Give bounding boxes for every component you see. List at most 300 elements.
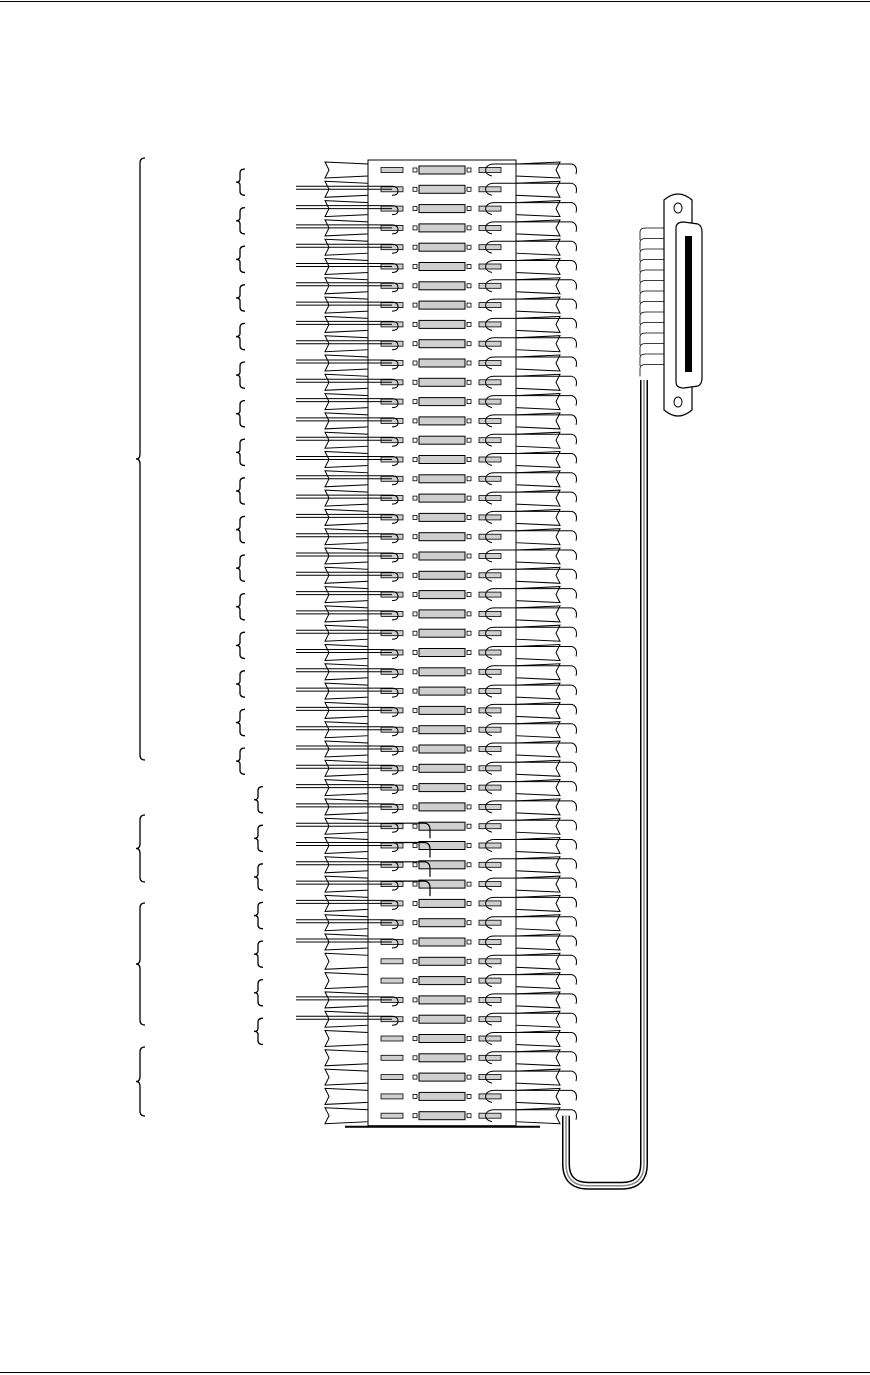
- block-row: [296, 625, 577, 641]
- bar-tab: [467, 1056, 471, 1060]
- bar-tab: [413, 380, 417, 384]
- pair-brace: [236, 323, 245, 349]
- right-pin: [479, 920, 501, 925]
- bar-tab: [467, 998, 471, 1002]
- bar-tab: [467, 1094, 471, 1098]
- right-pin: [479, 824, 501, 829]
- cable-bundle: [566, 228, 668, 1186]
- block-row: [296, 876, 577, 896]
- block-row: [296, 413, 577, 429]
- block-row: [296, 201, 577, 217]
- block-row: [325, 1088, 577, 1104]
- bar-tab: [413, 786, 417, 790]
- block-row: [296, 606, 577, 622]
- bridging-bar: [419, 513, 465, 521]
- left-pin: [381, 1094, 403, 1099]
- block-row: [296, 394, 577, 410]
- bar-tab: [413, 535, 417, 539]
- pair-brace: [236, 362, 245, 388]
- right-pin: [479, 1113, 501, 1118]
- bar-tab: [413, 728, 417, 732]
- bar-tab: [413, 882, 417, 886]
- bridging-bar: [419, 282, 465, 290]
- block-row: [296, 181, 577, 197]
- bar-tab: [413, 921, 417, 925]
- right-pin: [479, 804, 501, 809]
- bridging-bar: [419, 552, 465, 560]
- right-pin: [479, 303, 501, 308]
- bar-tab: [467, 284, 471, 288]
- bar-tab: [467, 921, 471, 925]
- pair-brace: [254, 787, 263, 813]
- right-pin: [479, 380, 501, 385]
- bar-tab: [467, 901, 471, 905]
- pair-brace: [236, 709, 245, 735]
- bridging-bar: [419, 668, 465, 676]
- bar-tab: [467, 631, 471, 635]
- right-pin: [479, 341, 501, 346]
- bar-tab: [413, 940, 417, 944]
- pair-brace: [236, 478, 245, 504]
- left-pin: [381, 168, 403, 173]
- bridging-bar: [419, 1015, 465, 1023]
- left-clip: [325, 1031, 368, 1047]
- bar-tab: [413, 496, 417, 500]
- right-pin: [479, 206, 501, 211]
- left-pin: [381, 1113, 403, 1118]
- block-row: [296, 934, 577, 950]
- right-pin: [479, 476, 501, 481]
- connecting-block: [296, 160, 577, 1127]
- bridging-bar: [419, 996, 465, 1004]
- pair-brackets: [236, 169, 263, 1045]
- right-pin: [479, 592, 501, 597]
- block-row: [296, 548, 577, 564]
- bridging-bar: [419, 784, 465, 792]
- right-pin: [479, 1094, 501, 1099]
- pair-brace: [254, 941, 263, 967]
- bar-tab: [413, 998, 417, 1002]
- block-row: [296, 471, 577, 487]
- right-pin: [479, 843, 501, 848]
- bar-tab: [467, 458, 471, 462]
- bar-tab: [413, 477, 417, 481]
- left-clip: [325, 953, 368, 969]
- block-row: [296, 915, 577, 931]
- bridging-bar: [419, 533, 465, 541]
- bar-tab: [467, 844, 471, 848]
- block-row: [325, 162, 577, 178]
- block-row: [296, 297, 577, 313]
- left-pin: [381, 1036, 403, 1041]
- bridging-bar: [419, 494, 465, 502]
- right-pin: [479, 283, 501, 288]
- block-row: [296, 355, 577, 371]
- right-pin: [479, 361, 501, 366]
- left-clip: [325, 973, 368, 989]
- bridging-bar: [419, 185, 465, 193]
- bridging-bar: [419, 205, 465, 213]
- bar-tab: [467, 207, 471, 211]
- block-row: [325, 1069, 577, 1085]
- bridging-bar: [419, 1054, 465, 1062]
- left-clip: [325, 1108, 368, 1124]
- block-row: [296, 702, 577, 718]
- pair-brace: [236, 594, 245, 620]
- left-clip: [325, 1088, 368, 1104]
- right-pin: [479, 496, 501, 501]
- right-pin: [479, 650, 501, 655]
- bar-tab: [467, 805, 471, 809]
- left-clip: [325, 1069, 368, 1085]
- block-row: [296, 1011, 577, 1027]
- right-pin: [479, 747, 501, 752]
- block-row: [296, 220, 577, 236]
- right-pin: [479, 882, 501, 887]
- bridging-bar: [419, 436, 465, 444]
- bar-tab: [413, 959, 417, 963]
- bridging-bar: [419, 706, 465, 714]
- block-row: [296, 278, 577, 294]
- bar-tab: [413, 979, 417, 983]
- bar-tab: [467, 342, 471, 346]
- bridging-bar: [419, 745, 465, 753]
- left-pin: [381, 1075, 403, 1080]
- right-pin: [479, 766, 501, 771]
- bar-tab: [467, 612, 471, 616]
- bridging-bar: [419, 899, 465, 907]
- right-pin: [479, 457, 501, 462]
- bar-tab: [413, 284, 417, 288]
- block-row: [296, 529, 577, 545]
- bridging-bar: [419, 629, 465, 637]
- bar-tab: [467, 959, 471, 963]
- bridging-bar: [419, 571, 465, 579]
- pair-brace: [254, 825, 263, 851]
- bar-tab: [413, 322, 417, 326]
- pair-brace: [236, 208, 245, 234]
- bar-tab: [467, 477, 471, 481]
- bridging-bar: [419, 938, 465, 946]
- right-pin: [479, 187, 501, 192]
- bridging-bar: [419, 1035, 465, 1043]
- block-row: [325, 1031, 577, 1047]
- right-pin: [479, 1036, 501, 1041]
- right-pin: [479, 554, 501, 559]
- bar-tab: [467, 380, 471, 384]
- right-pin: [479, 689, 501, 694]
- left-pin: [381, 978, 403, 983]
- right-pin: [479, 1055, 501, 1060]
- cable-outline: [566, 380, 644, 1186]
- right-pin: [479, 168, 501, 173]
- bridging-bar: [419, 1073, 465, 1081]
- bar-tab: [467, 1075, 471, 1079]
- bar-tab: [413, 1075, 417, 1079]
- block-row: [296, 452, 577, 468]
- bar-tab: [413, 863, 417, 867]
- bar-tab: [467, 400, 471, 404]
- bar-tab: [467, 824, 471, 828]
- bridging-bar: [419, 957, 465, 965]
- bridging-bar: [419, 243, 465, 251]
- right-pin: [479, 225, 501, 230]
- bar-tab: [467, 535, 471, 539]
- block-row: [296, 664, 577, 680]
- bar-tab: [467, 863, 471, 867]
- block-row: [296, 741, 577, 757]
- right-pin: [479, 959, 501, 964]
- bar-tab: [467, 419, 471, 423]
- block-row: [296, 239, 577, 255]
- block-row: [296, 857, 577, 877]
- cable-inner: [566, 380, 644, 1186]
- bar-tab: [413, 651, 417, 655]
- right-pin: [479, 534, 501, 539]
- bar-tab: [467, 303, 471, 307]
- block-row: [296, 587, 577, 603]
- pair-brace: [236, 555, 245, 581]
- bridging-bar: [419, 456, 465, 464]
- bar-tab: [467, 670, 471, 674]
- bar-tab: [467, 766, 471, 770]
- bar-tab: [413, 573, 417, 577]
- right-pin: [479, 978, 501, 983]
- bar-tab: [467, 245, 471, 249]
- bar-tab: [467, 1037, 471, 1041]
- right-pin: [479, 669, 501, 674]
- bridging-bar: [419, 1112, 465, 1120]
- bar-tab: [413, 361, 417, 365]
- bridging-bar: [419, 224, 465, 232]
- bar-tab: [413, 458, 417, 462]
- connector-body: [664, 194, 702, 416]
- bridging-bar: [419, 301, 465, 309]
- block-row: [325, 1050, 577, 1066]
- bar-tab: [413, 187, 417, 191]
- pair-brace: [236, 748, 245, 774]
- right-pin: [479, 264, 501, 269]
- bar-tab: [413, 670, 417, 674]
- group-brackets: [136, 158, 145, 1116]
- bridging-bar: [419, 764, 465, 772]
- bar-tab: [413, 400, 417, 404]
- block-row: [296, 992, 577, 1008]
- bar-tab: [467, 554, 471, 558]
- bar-tab: [467, 187, 471, 191]
- pair-brace: [254, 864, 263, 890]
- bar-tab: [467, 1114, 471, 1118]
- pair-brace: [236, 632, 245, 658]
- right-pin: [479, 245, 501, 250]
- bar-tab: [467, 322, 471, 326]
- right-pin: [479, 515, 501, 520]
- block-row: [296, 799, 577, 815]
- bar-tab: [413, 342, 417, 346]
- bar-tab: [413, 593, 417, 597]
- bridging-bar: [419, 687, 465, 695]
- pair-brace: [236, 516, 245, 542]
- right-pin: [479, 901, 501, 906]
- bar-tab: [413, 612, 417, 616]
- bar-tab: [413, 265, 417, 269]
- bar-tab: [467, 979, 471, 983]
- block-row: [296, 683, 577, 699]
- bridging-bar: [419, 340, 465, 348]
- bar-tab: [413, 1114, 417, 1118]
- block-row: [296, 374, 577, 390]
- bar-tab: [413, 1017, 417, 1021]
- bar-tab: [413, 901, 417, 905]
- bridging-bar: [419, 649, 465, 657]
- bar-tab: [467, 573, 471, 577]
- bar-tab: [467, 593, 471, 597]
- bridging-bar: [419, 919, 465, 927]
- bar-tab: [413, 689, 417, 693]
- block-row: [296, 567, 577, 583]
- block-row: [325, 953, 577, 969]
- amphenol-connector-icon: [566, 194, 702, 1186]
- bar-tab: [413, 226, 417, 230]
- right-pin: [479, 862, 501, 867]
- bar-tab: [413, 245, 417, 249]
- block-row: [296, 818, 577, 838]
- group-brace: [136, 158, 145, 760]
- pair-brace: [236, 401, 245, 427]
- block-row: [296, 509, 577, 525]
- bridging-bar: [419, 166, 465, 174]
- left-clip: [325, 1050, 368, 1066]
- pair-brace: [254, 902, 263, 928]
- bridging-bar: [419, 398, 465, 406]
- left-pin: [381, 1055, 403, 1060]
- right-pin: [479, 611, 501, 616]
- block-row: [296, 722, 577, 738]
- right-pin: [479, 631, 501, 636]
- left-pin: [381, 959, 403, 964]
- block-row: [296, 780, 577, 796]
- bar-tab: [413, 554, 417, 558]
- bar-tab: [413, 419, 417, 423]
- bar-tab: [467, 265, 471, 269]
- block-row: [296, 760, 577, 776]
- group-brace: [136, 903, 145, 1025]
- right-pin: [479, 418, 501, 423]
- pair-brace: [236, 285, 245, 311]
- bridging-bar: [419, 1092, 465, 1100]
- bridging-bar: [419, 977, 465, 985]
- block-row: [296, 259, 577, 275]
- bar-tab: [413, 207, 417, 211]
- pair-brace: [236, 246, 245, 272]
- bridging-bar: [419, 475, 465, 483]
- block-row: [296, 490, 577, 506]
- mounting-hole: [674, 203, 682, 213]
- pair-brace: [254, 1018, 263, 1044]
- connector-slot: [685, 236, 692, 372]
- bar-tab: [467, 438, 471, 442]
- bar-tab: [467, 689, 471, 693]
- bar-tab: [467, 1017, 471, 1021]
- block-row: [296, 336, 577, 352]
- pair-brace: [236, 671, 245, 697]
- right-pin: [479, 940, 501, 945]
- bar-tab: [467, 651, 471, 655]
- bar-tab: [413, 438, 417, 442]
- bar-tab: [467, 747, 471, 751]
- bridging-bar: [419, 359, 465, 367]
- block-row: [325, 1108, 577, 1124]
- bar-tab: [467, 168, 471, 172]
- group-brace: [136, 1047, 145, 1116]
- bridging-bar: [419, 378, 465, 386]
- bar-tab: [467, 515, 471, 519]
- block-row: [296, 316, 577, 332]
- bridging-bar: [419, 803, 465, 811]
- bar-tab: [467, 882, 471, 886]
- right-pin: [479, 1075, 501, 1080]
- block-row: [296, 645, 577, 661]
- bar-tab: [467, 786, 471, 790]
- bar-tab: [413, 1094, 417, 1098]
- right-pin: [479, 322, 501, 327]
- right-pin: [479, 727, 501, 732]
- bar-tab: [413, 303, 417, 307]
- bridging-bar: [419, 726, 465, 734]
- bar-tab: [413, 1037, 417, 1041]
- bar-tab: [413, 168, 417, 172]
- block-row: [296, 895, 577, 911]
- right-pin: [479, 573, 501, 578]
- bridging-bar: [419, 263, 465, 271]
- right-pin: [479, 997, 501, 1002]
- right-pin: [479, 708, 501, 713]
- bridging-bar: [419, 610, 465, 618]
- mounting-hole: [674, 397, 682, 407]
- left-clip: [325, 162, 368, 178]
- pair-brace: [254, 980, 263, 1006]
- block-row: [325, 973, 577, 989]
- block-row: [296, 838, 577, 858]
- bar-tab: [413, 631, 417, 635]
- bar-tab: [413, 515, 417, 519]
- cable-core: [566, 380, 644, 1186]
- bar-tab: [413, 844, 417, 848]
- bridging-bar: [419, 417, 465, 425]
- right-pin: [479, 1017, 501, 1022]
- bar-tab: [413, 708, 417, 712]
- block-row: [296, 432, 577, 448]
- bridging-bar: [419, 591, 465, 599]
- bar-tab: [467, 728, 471, 732]
- bar-tab: [467, 496, 471, 500]
- bar-tab: [467, 361, 471, 365]
- bar-tab: [413, 805, 417, 809]
- bar-tab: [413, 824, 417, 828]
- bar-tab: [413, 766, 417, 770]
- right-pin: [479, 399, 501, 404]
- pair-brace: [236, 169, 245, 195]
- bar-tab: [413, 1056, 417, 1060]
- bar-tab: [467, 940, 471, 944]
- pair-brace: [236, 439, 245, 465]
- bar-tab: [467, 708, 471, 712]
- bridging-bar: [419, 320, 465, 328]
- bar-tab: [467, 226, 471, 230]
- group-brace: [136, 815, 145, 882]
- bar-tab: [413, 747, 417, 751]
- right-pin: [479, 785, 501, 790]
